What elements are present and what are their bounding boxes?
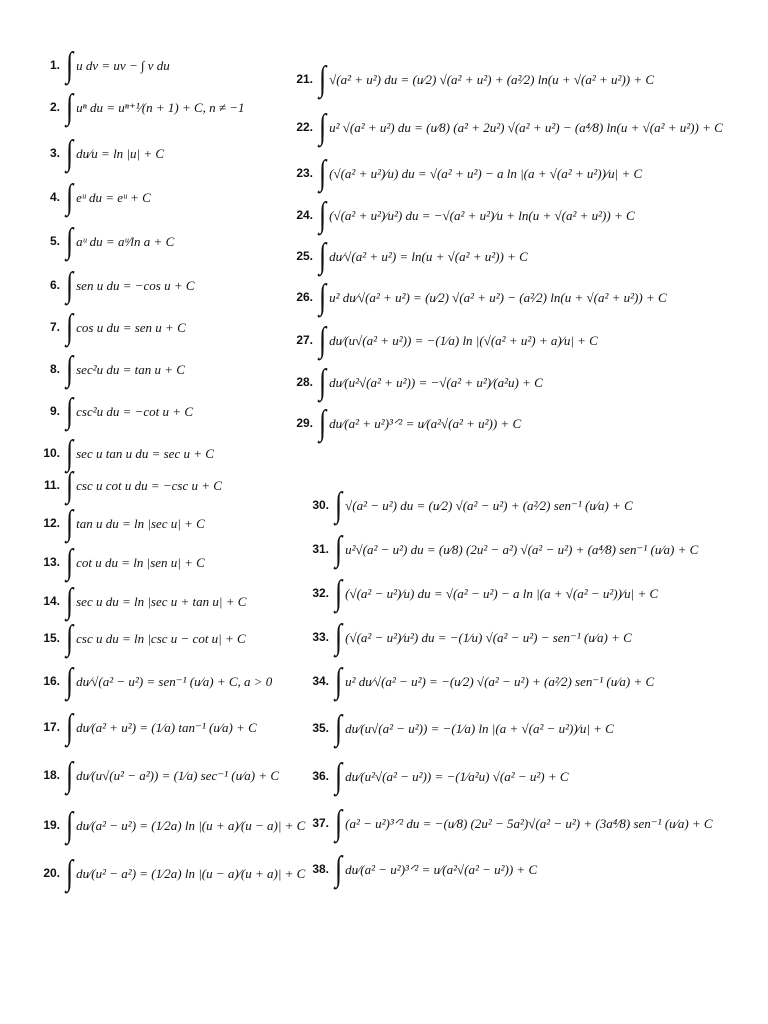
formula-number: 23. [296, 166, 313, 180]
formula-number: 16. [43, 674, 60, 688]
formula-number: 12. [43, 516, 60, 530]
integral-sign: ∫ [66, 541, 74, 581]
formula-expression: (√(a² − u²)⁄u²) du = −(1⁄u) √(a² − u²) − sen⁻¹ (u⁄a) + C [345, 629, 632, 645]
integral-sign: ∫ [335, 660, 343, 700]
formula-number: 30. [312, 498, 329, 512]
formula-expression: cos u du = sen u + C [76, 319, 186, 335]
formula-number: 2. [49, 100, 60, 114]
integral-sign: ∫ [319, 152, 327, 192]
formula-34 [307, 660, 762, 700]
formula-expression: (a² − u²)³ᐟ² du = −(u⁄8) (2u² − 5a²)√(a² − u²) + (3a⁴⁄8) sen⁻¹ (u⁄a) + C [345, 815, 713, 831]
integral-sign: ∫ [335, 802, 343, 842]
formula-expression: u² du⁄√(a² + u²) = (u⁄2) √(a² + u²) − (a²⁄2) ln(u + √(a² + u²)) + C [329, 289, 667, 305]
integral-sign: ∫ [319, 319, 327, 359]
integral-sign: ∫ [335, 528, 343, 568]
formula-11 [38, 464, 338, 504]
integral-sign: ∫ [335, 572, 343, 612]
formula-18 [38, 754, 338, 794]
integral-sign: ∫ [335, 707, 343, 747]
formula-29 [291, 402, 761, 442]
formula-number: 13. [43, 555, 60, 569]
formula-expression: sec u du = ln |sec u + tan u| + C [76, 593, 247, 609]
formula-28 [291, 361, 761, 401]
integral-sign: ∫ [66, 348, 74, 388]
formula-number: 8. [49, 362, 60, 376]
integral-sign: ∫ [66, 502, 74, 542]
formula-13 [38, 541, 338, 581]
formula-expression: du⁄√(a² + u²) = ln(u + √(a² + u²)) + C [329, 248, 528, 264]
integral-sign: ∫ [319, 194, 327, 234]
integral-sign: ∫ [319, 402, 327, 442]
formula-38 [307, 848, 762, 888]
integral-sign: ∫ [66, 220, 74, 260]
integral-sign: ∫ [66, 660, 74, 700]
formula-number: 22. [296, 120, 313, 134]
formula-number: 17. [43, 720, 60, 734]
integral-sign: ∫ [335, 484, 343, 524]
formula-number: 15. [43, 631, 60, 645]
formula-number: 20. [43, 866, 60, 880]
formula-expression: du⁄(a² − u²) = (1⁄2a) ln |(u + a)⁄(u − a)| + C [76, 817, 306, 833]
formula-number: 10. [43, 446, 60, 460]
formula-19 [38, 804, 338, 844]
formula-number: 5. [49, 234, 60, 248]
formula-expression: du⁄(u√(u² − a²)) = (1⁄a) sec⁻¹ (u⁄a) + C [76, 767, 280, 783]
formula-number: 25. [296, 249, 313, 263]
formula-expression: sec u tan u du = sec u + C [76, 445, 214, 461]
formula-number: 36. [312, 769, 329, 783]
formula-expression: sec²u du = tan u + C [76, 361, 185, 377]
formula-number: 32. [312, 586, 329, 600]
formula-number: 31. [312, 542, 329, 556]
formula-expression: csc²u du = −cot u + C [76, 403, 193, 419]
formula-expression: eᵘ du = eᵘ + C [76, 189, 151, 205]
formula-25 [291, 235, 761, 275]
formula-number: 21. [296, 72, 313, 86]
integral-sign: ∫ [319, 58, 327, 98]
formula-expression: du⁄(a² + u²) = (1⁄a) tan⁻¹ (u⁄a) + C [76, 719, 257, 735]
formula-expression: du⁄(a² − u²)³ᐟ² = u⁄(a²√(a² − u²)) + C [345, 861, 538, 877]
formula-expression: du⁄(u² − a²) = (1⁄2a) ln |(u − a)⁄(u + a)| + C [76, 865, 306, 881]
integral-sign: ∫ [66, 132, 74, 172]
formula-number: 14. [43, 594, 60, 608]
formula-14 [38, 580, 338, 620]
formula-expression: du⁄(u²√(a² − u²)) = −(1⁄a²u) √(a² − u²) + C [345, 768, 569, 784]
integral-sign: ∫ [66, 306, 74, 346]
formula-21 [291, 58, 761, 98]
formula-expression: du⁄(u²√(a² + u²)) = −√(a² + u²)⁄(a²u) + C [329, 374, 543, 390]
integral-sign: ∫ [319, 106, 327, 146]
formula-number: 1. [49, 58, 60, 72]
integral-sign: ∫ [66, 86, 74, 126]
integral-sign: ∫ [319, 361, 327, 401]
integral-sign: ∫ [66, 580, 74, 620]
formula-expression: (√(a² − u²)⁄u) du = √(a² − u²) − a ln |(a + √(a² − u²))⁄u| + C [345, 585, 659, 601]
formula-expression: du⁄u = ln |u| + C [76, 145, 165, 161]
formula-expression: du⁄(a² + u²)³ᐟ² = u⁄(a²√(a² + u²)) + C [329, 415, 522, 431]
formula-number: 26. [296, 290, 313, 304]
formula-expression: u dv = uv − ∫ v du [76, 57, 170, 73]
formula-20 [38, 852, 338, 892]
formula-expression: u² √(a² + u²) du = (u⁄8) (a² + 2u²) √(a² + u²) − (a⁴⁄8) ln(u + √(a² + u²)) + C [329, 119, 723, 135]
formula-number: 11. [43, 478, 60, 492]
formula-15 [38, 617, 338, 657]
integral-sign: ∫ [335, 848, 343, 888]
formula-number: 33. [312, 630, 329, 644]
formula-expression: cot u du = ln |sen u| + C [76, 554, 205, 570]
formula-number: 28. [296, 375, 313, 389]
integral-sign: ∫ [66, 852, 74, 892]
integral-sign: ∫ [66, 464, 74, 504]
formula-expression: sen u du = −cos u + C [76, 277, 195, 293]
formula-36 [307, 755, 762, 795]
formula-expression: uⁿ du = uⁿ⁺¹⁄(n + 1) + C, n ≠ −1 [76, 99, 245, 115]
formula-expression: tan u du = ln |sec u| + C [76, 515, 205, 531]
formula-27 [291, 319, 761, 359]
formula-number: 3. [49, 146, 60, 160]
formula-26 [291, 276, 761, 316]
formula-expression: du⁄(u√(a² + u²)) = −(1⁄a) ln |(√(a² + u²) + a)⁄u| + C [329, 332, 598, 348]
integral-sign: ∫ [335, 616, 343, 656]
formula-17 [38, 706, 338, 746]
formula-number: 7. [49, 320, 60, 334]
integral-sign: ∫ [66, 44, 74, 84]
formula-number: 6. [49, 278, 60, 292]
formula-expression: √(a² − u²) du = (u⁄2) √(a² − u²) + (a²⁄2) sen⁻¹ (u⁄a) + C [345, 497, 633, 513]
formula-31 [307, 528, 762, 568]
formula-expression: du⁄(u√(a² − u²)) = −(1⁄a) ln |(a + √(a² − u²))⁄u| + C [345, 720, 614, 736]
formula-number: 18. [43, 768, 60, 782]
formula-number: 19. [43, 818, 60, 832]
formula-number: 37. [312, 816, 329, 830]
integral-sign: ∫ [319, 276, 327, 316]
formula-expression: √(a² + u²) du = (u⁄2) √(a² + u²) + (a²⁄2) ln(u + √(a² + u²)) + C [329, 71, 655, 87]
integral-sign: ∫ [335, 755, 343, 795]
integral-sign: ∫ [66, 804, 74, 844]
formula-number: 34. [312, 674, 329, 688]
integral-sign: ∫ [66, 617, 74, 657]
formula-expression: csc u cot u du = −csc u + C [76, 477, 222, 493]
formula-22 [291, 106, 761, 146]
formula-number: 35. [312, 721, 329, 735]
formula-expression: du⁄√(a² − u²) = sen⁻¹ (u⁄a) + C, a > 0 [76, 673, 273, 689]
formula-10 [38, 432, 338, 472]
formula-35 [307, 707, 762, 747]
formula-expression: (√(a² + u²)⁄u) du = √(a² + u²) − a ln |(a + √(a² + u²))⁄u| + C [329, 165, 643, 181]
formula-37 [307, 802, 762, 842]
formula-number: 9. [49, 404, 60, 418]
formula-expression: u² du⁄√(a² − u²) = −(u⁄2) √(a² − u²) + (a²⁄2) sen⁻¹ (u⁄a) + C [345, 673, 655, 689]
formula-16 [38, 660, 338, 700]
formula-number: 4. [49, 190, 60, 204]
integral-sign: ∫ [66, 706, 74, 746]
integral-sign: ∫ [66, 264, 74, 304]
formula-33 [307, 616, 762, 656]
formula-23 [291, 152, 761, 192]
formula-32 [307, 572, 762, 612]
integral-sign: ∫ [319, 235, 327, 275]
formula-24 [291, 194, 761, 234]
formula-number: 38. [312, 862, 329, 876]
formula-expression: aᵘ du = aᵘ⁄ln a + C [76, 233, 175, 249]
formula-expression: csc u du = ln |csc u − cot u| + C [76, 630, 246, 646]
integral-sign: ∫ [66, 432, 74, 472]
formula-number: 29. [296, 416, 313, 430]
formula-30 [307, 484, 762, 524]
integral-sign: ∫ [66, 754, 74, 794]
formula-expression: u²√(a² − u²) du = (u⁄8) (2u² − a²) √(a² − u²) + (a⁴⁄8) sen⁻¹ (u⁄a) + C [345, 541, 699, 557]
formula-number: 24. [296, 208, 313, 222]
formula-number: 27. [296, 333, 313, 347]
formula-expression: (√(a² + u²)⁄u²) du = −√(a² + u²)⁄u + ln(u + √(a² + u²)) + C [329, 207, 635, 223]
integral-sign: ∫ [66, 390, 74, 430]
integral-sign: ∫ [66, 176, 74, 216]
